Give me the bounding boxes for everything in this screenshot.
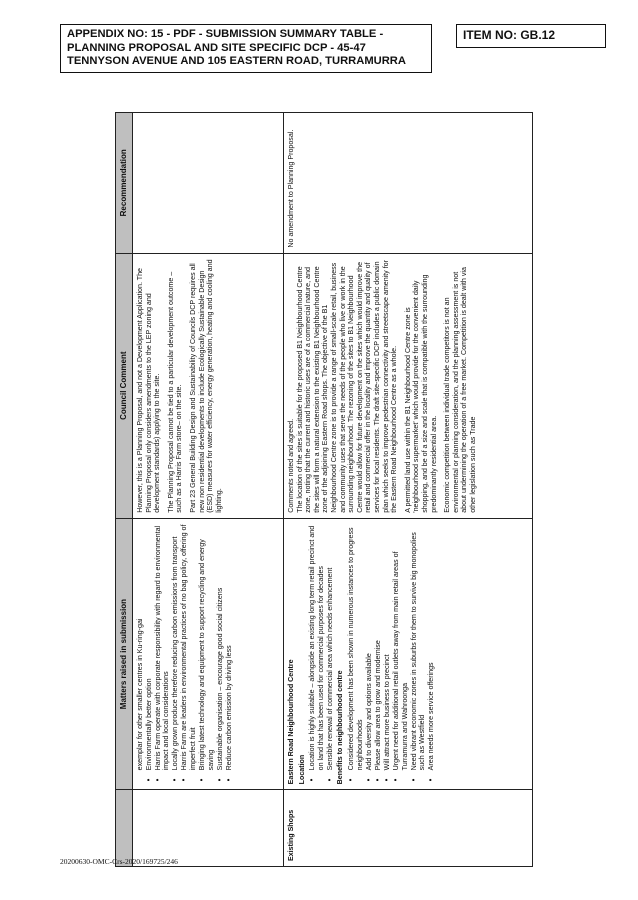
row1-matters <box>133 518 284 790</box>
appendix-title-box <box>60 24 432 73</box>
row2-matters <box>284 518 533 790</box>
header-recommendation: Recommendation <box>116 113 133 254</box>
list-item: • Please allow area to grow and modernise <box>374 524 383 785</box>
table-row <box>284 113 533 867</box>
submission-summary-table <box>115 112 533 867</box>
comment-paragraph: The location of the sites is suitable for the proposed B1 Neighbourhood Centre zone, noting that the current and historic uses are of a commercial nature, and the sites will form a natural extension to the existing B1 Neighbourhood Centre zone of the adjoining Eastern Road shops. The objective of the B1 Neighbourhood Centre zone is to provide a range of small-scale retail, business and community uses that serve the needs of the people who live or work in the surrounding neighbourhood. The rezoning of the sites to B1 Neighbourhood Centre would allow for future development on the sites which would improve the retail and commercial offer in the locality and improve the quantity and quality of services for local residents. The draft site-specific DCP includes a public domain plan which seeks to improve pedestrian connectivity and streetscape amenity for the Eastern Road Neighbourhood Centre as a whole. <box>295 260 399 513</box>
list-item: • Locally grown produce therefore reducing carbon emissions from transport <box>171 524 180 785</box>
appendix-title-line-3: TENNYSON AVENUE AND 105 EASTERN ROAD, TURRAMURRA <box>67 55 406 67</box>
list-item: • Harris Farm operate with corporate responsibility with regard to environmental impact and local considerations <box>154 524 171 785</box>
section-heading: Eastern Road Neighbourhood Centre <box>287 659 295 785</box>
rotated-table-wrapper <box>115 112 533 867</box>
comment-paragraph: A permitted land use within the B1 Neighbourhood Centre zone is 'neighbourhood supermarket' which would provide for the convenient daily shopping, and be of a size and scale that is compatible with the surrounding predominantly residential area. <box>403 274 438 513</box>
row2-recommendation: No amendment to Planning Proposal. <box>284 113 533 254</box>
document-reference-footer: 20200630-OMC-Crs-2020/169725/246 <box>60 857 178 866</box>
list-item: • Need vibrant economic zones in suburbs for them to survive big monopolies such as Westfield <box>410 524 427 785</box>
row2-category: Existing Shops <box>284 790 533 867</box>
list-item: • Considered development has been shown in numerous instances to progress neighbourhoods <box>347 524 364 785</box>
comment-paragraph: However, this is a Planning Proposal, and not a Development Application. The Planning Proposal only considers amendments to the LEP zoning and development standards) applying to the site. <box>136 268 162 513</box>
appendix-title-line-2: PLANNING PROPOSAL AND SITE SPECIFIC DCP - 45-47 <box>67 41 366 54</box>
list-item: • Sustainable organisation – encourage good social citizens <box>216 524 225 785</box>
comment-paragraph: The Planning Proposal cannot be tied to a particular development outcome –such as a Harris Farm store– on the site. <box>166 271 184 513</box>
row1-category <box>133 790 284 867</box>
header-council-comment: Council Comment <box>116 253 133 518</box>
comment-paragraph: Economic competition between individual trade competitors is not an environmental or planning consideration, and the planning assessment is not about undermining the operation of a free market. Competition is dealt with via other legislation such as Trade <box>443 267 477 513</box>
comment-paragraph: Part 23 General Building Design and Sustainability of Councils DCP requires all new non residential developments to include Ecologically Sustainable Design (ESD) measures for water efficiency, energy generation, heating and cooling and lighting. <box>188 259 223 513</box>
section-heading: Benefits to neighbourhood centre <box>336 670 345 785</box>
list-item: • Urgent need for additional retail outlets away from main retail areas of Turramurra and Wahroonga <box>392 524 409 785</box>
list-item: • Area needs more service offerings <box>427 524 436 785</box>
row1-matters-lead: exemplar for other smaller centres in Ku-ring-gai <box>136 618 144 771</box>
list-item: • Harris Farm are leaders in environmental practices of no bag policy, offering of imperfect fruit <box>180 524 197 785</box>
row2-council-comment <box>284 253 533 518</box>
list-item: • Location is highly suitable – alongside an existing long term retail precinct and on land that has been used for commercial purposes for decades <box>308 524 325 785</box>
appendix-title-line-1: APPENDIX NO: 15 - PDF - SUBMISSION SUMMARY TABLE - <box>67 28 384 40</box>
section-subheading: Location <box>297 754 306 785</box>
item-number-box <box>456 24 606 48</box>
list-item: • Reduce carbon emission by driving less <box>225 524 234 785</box>
row1-council-comment <box>133 253 284 518</box>
list-item: • Will attract more business to precinct <box>383 524 392 785</box>
table-row <box>133 113 284 867</box>
item-number: ITEM NO: GB.12 <box>463 28 556 42</box>
header-category <box>116 790 133 867</box>
row1-recommendation <box>133 113 284 254</box>
table-header-row <box>116 113 133 867</box>
list-item: • Environmentally better option <box>145 524 154 785</box>
comment-paragraph: Comments noted and agreed. <box>287 418 295 513</box>
row1-matters-list <box>145 524 234 785</box>
list-item: • Add to diversity and options available <box>365 524 374 785</box>
header-matters: Matters raised in submission <box>116 518 133 790</box>
list-item: • Bringing latest technology and equipment to support recycling and energy saving <box>198 524 215 785</box>
row2-benefits-list <box>347 524 436 785</box>
list-item: • Sensible renewal of commercial area which needs enhancement <box>326 524 335 785</box>
row2-location-list <box>308 524 334 785</box>
